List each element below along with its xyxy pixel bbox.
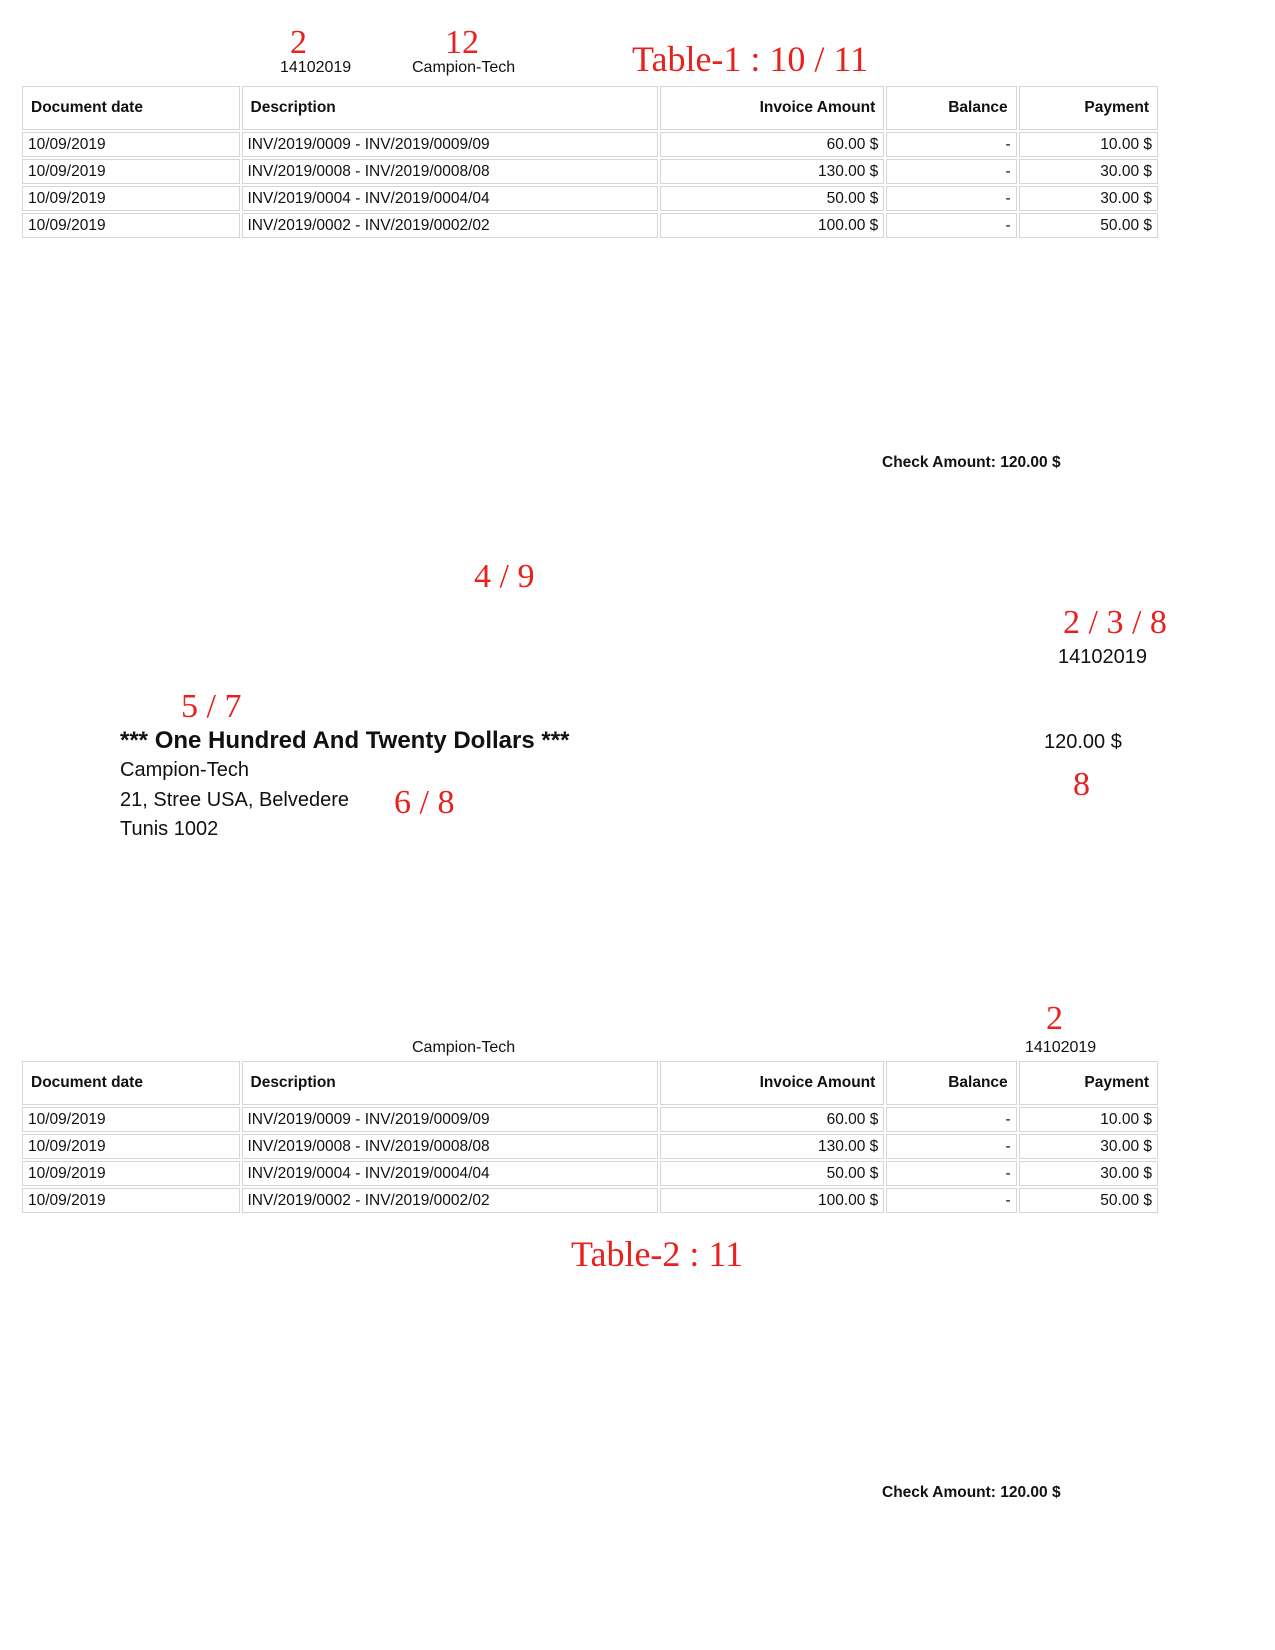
table-row bbox=[22, 132, 1158, 157]
table-header-row bbox=[22, 1061, 1158, 1105]
annotation-mid-right: 2 / 3 / 8 bbox=[1063, 604, 1167, 641]
cell-invoice-amount: 130.00 $ bbox=[660, 1134, 884, 1159]
cell-payment: 30.00 $ bbox=[1019, 186, 1158, 211]
cell-description: INV/2019/0008 - INV/2019/0008/08 bbox=[242, 1134, 659, 1159]
check-amount-value: 120.00 $ bbox=[1044, 731, 1122, 753]
cell-balance: - bbox=[886, 132, 1016, 157]
cell-description: INV/2019/0009 - INV/2019/0009/09 bbox=[242, 132, 659, 157]
payee-address-line-1: 21, Stree USA, Belvedere bbox=[120, 789, 350, 811]
payee-address-line-2: Tunis 1002 bbox=[120, 818, 219, 840]
annotation-table-2: Table-2 : 11 bbox=[571, 1234, 744, 1274]
cell-payment: 50.00 $ bbox=[1019, 213, 1158, 238]
header-description: Description bbox=[242, 86, 659, 130]
annotation-top-partner: 12 bbox=[445, 24, 479, 61]
stub1-check-number: 14102019 bbox=[280, 59, 352, 76]
cell-document-date: 10/09/2019 bbox=[22, 186, 240, 211]
cell-payment: 30.00 $ bbox=[1019, 1134, 1158, 1159]
header-payment: Payment bbox=[1019, 1061, 1158, 1105]
amount-in-words: *** One Hundred And Twenty Dollars *** bbox=[120, 727, 570, 754]
header-document-date: Document date bbox=[22, 1061, 240, 1105]
stub2-partner-name: Campion-Tech bbox=[412, 1039, 516, 1056]
cell-invoice-amount: 130.00 $ bbox=[660, 159, 884, 184]
cell-payment: 50.00 $ bbox=[1019, 1188, 1158, 1213]
table-row bbox=[22, 186, 1158, 211]
annotation-address: 6 / 8 bbox=[394, 784, 455, 821]
cell-invoice-amount: 100.00 $ bbox=[660, 213, 884, 238]
cell-invoice-amount: 100.00 $ bbox=[660, 1188, 884, 1213]
stub2-check-number: 14102019 bbox=[1025, 1039, 1097, 1056]
table-row bbox=[22, 1188, 1158, 1213]
cell-balance: - bbox=[886, 1107, 1016, 1132]
annotation-table-1: Table-1 : 10 / 11 bbox=[632, 39, 869, 79]
cell-document-date: 10/09/2019 bbox=[22, 1134, 240, 1159]
stub2-check-amount: Check Amount: 120.00 $ bbox=[882, 1484, 1061, 1501]
table-row bbox=[22, 1107, 1158, 1132]
cell-invoice-amount: 60.00 $ bbox=[660, 1107, 884, 1132]
cell-description: INV/2019/0004 - INV/2019/0004/04 bbox=[242, 186, 659, 211]
table-row bbox=[22, 159, 1158, 184]
annotation-bottom-number: 2 bbox=[1046, 1000, 1063, 1037]
cell-invoice-amount: 50.00 $ bbox=[660, 186, 884, 211]
invoice-table-1 bbox=[20, 84, 1160, 240]
invoice-table-2 bbox=[20, 1059, 1160, 1215]
header-invoice-amount: Invoice Amount bbox=[660, 1061, 884, 1105]
annotation-top-number: 2 bbox=[290, 24, 307, 61]
table-row bbox=[22, 213, 1158, 238]
header-balance: Balance bbox=[886, 1061, 1016, 1105]
cell-invoice-amount: 60.00 $ bbox=[660, 132, 884, 157]
cell-balance: - bbox=[886, 159, 1016, 184]
table-header-row bbox=[22, 86, 1158, 130]
cell-payment: 10.00 $ bbox=[1019, 1107, 1158, 1132]
cell-document-date: 10/09/2019 bbox=[22, 1107, 240, 1132]
cell-description: INV/2019/0002 - INV/2019/0002/02 bbox=[242, 1188, 659, 1213]
cell-description: INV/2019/0002 - INV/2019/0002/02 bbox=[242, 213, 659, 238]
stub1-partner-name: Campion-Tech bbox=[412, 59, 516, 76]
cell-balance: - bbox=[886, 1161, 1016, 1186]
cell-document-date: 10/09/2019 bbox=[22, 1188, 240, 1213]
cell-document-date: 10/09/2019 bbox=[22, 132, 240, 157]
stub1-check-amount: Check Amount: 120.00 $ bbox=[882, 454, 1061, 471]
header-description: Description bbox=[242, 1061, 659, 1105]
annotation-mid-title: 4 / 9 bbox=[474, 558, 535, 595]
header-document-date: Document date bbox=[22, 86, 240, 130]
annotation-amount: 8 bbox=[1073, 766, 1090, 803]
cell-payment: 30.00 $ bbox=[1019, 1161, 1158, 1186]
header-balance: Balance bbox=[886, 86, 1016, 130]
cell-invoice-amount: 50.00 $ bbox=[660, 1161, 884, 1186]
table-row bbox=[22, 1161, 1158, 1186]
cell-balance: - bbox=[886, 186, 1016, 211]
table-row bbox=[22, 1134, 1158, 1159]
cell-description: INV/2019/0008 - INV/2019/0008/08 bbox=[242, 159, 659, 184]
payee-name: Campion-Tech bbox=[120, 759, 249, 781]
header-payment: Payment bbox=[1019, 86, 1158, 130]
cell-balance: - bbox=[886, 1188, 1016, 1213]
annotation-amount-words: 5 / 7 bbox=[181, 688, 242, 725]
check-number: 14102019 bbox=[1058, 646, 1147, 668]
cell-description: INV/2019/0004 - INV/2019/0004/04 bbox=[242, 1161, 659, 1186]
cell-document-date: 10/09/2019 bbox=[22, 213, 240, 238]
cell-description: INV/2019/0009 - INV/2019/0009/09 bbox=[242, 1107, 659, 1132]
cell-payment: 10.00 $ bbox=[1019, 132, 1158, 157]
header-invoice-amount: Invoice Amount bbox=[660, 86, 884, 130]
cell-document-date: 10/09/2019 bbox=[22, 1161, 240, 1186]
cell-document-date: 10/09/2019 bbox=[22, 159, 240, 184]
cell-balance: - bbox=[886, 213, 1016, 238]
cell-payment: 30.00 $ bbox=[1019, 159, 1158, 184]
cell-balance: - bbox=[886, 1134, 1016, 1159]
